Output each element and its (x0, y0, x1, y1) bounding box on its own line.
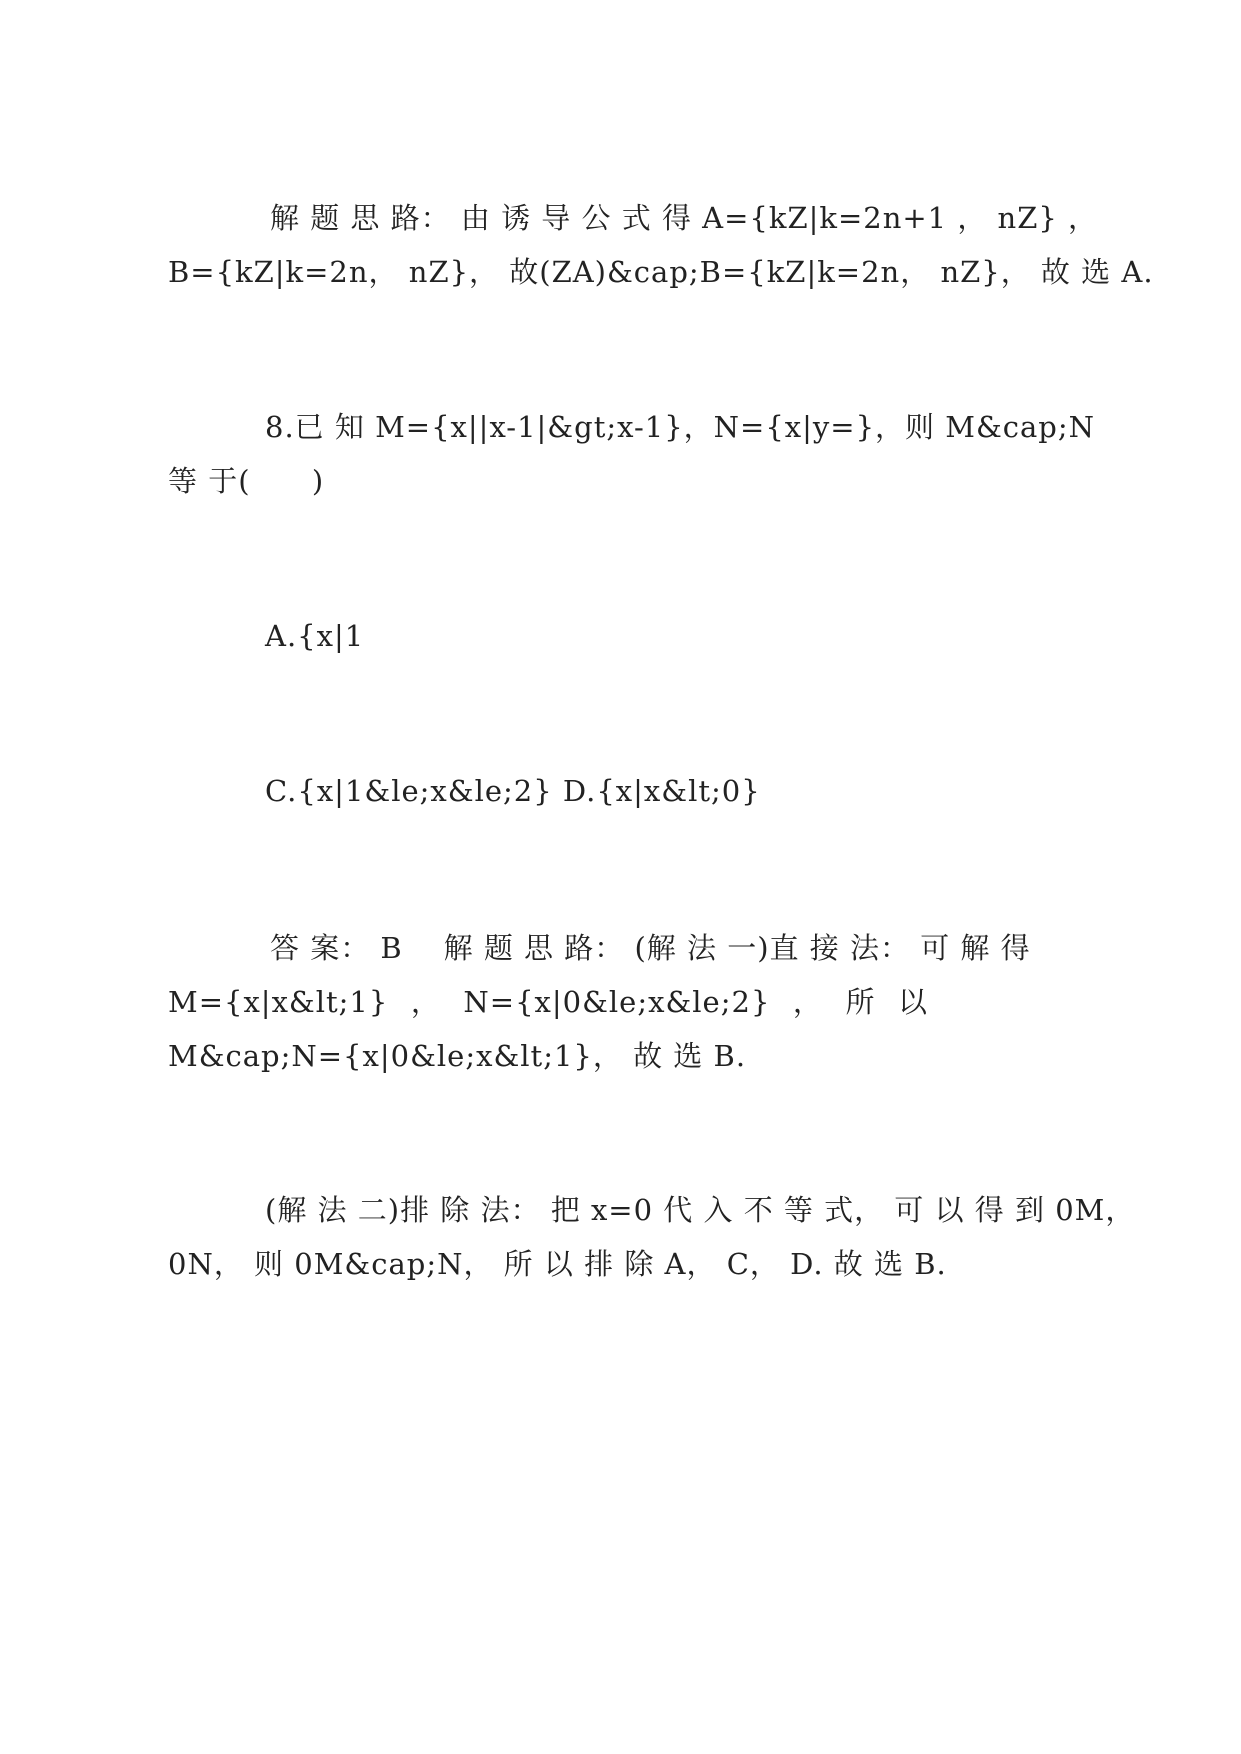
method-two-line-2: 0N， 则 0M&cap;N， 所 以 排 除 A， C， D. 故 选 B. (168, 1247, 947, 1281)
answer-word-suo: 所 (845, 985, 876, 1019)
question-8-line-1: 8.已 知 M={x||x-1|&gt;x-1}，N={x|y=}，则 M&cap;N (265, 410, 1096, 444)
answer-comma-1: ， (410, 985, 441, 1019)
method-two-line-1: (解 法 二)排 除 法： 把 x=0 代 入 不 等 式， 可 以 得 到 0M， (265, 1193, 1136, 1227)
answer-set-n: N={x|0&le;x&le;2} (463, 985, 771, 1019)
answer-word-yi: 以 (897, 985, 928, 1019)
answer-line-2 (168, 982, 928, 1022)
paragraph-1-line-2: B={kZ|k=2n， nZ}， 故(ZA)&cap;B={kZ|k=2n， nZ}， 故 选 A. (168, 255, 1154, 289)
question-8-line-2: 等 于( ) (168, 464, 325, 498)
answer-line-3: M&cap;N={x|0&le;x&lt;1}， 故 选 B. (168, 1039, 747, 1073)
answer-line-1: 答 案： B 解 题 思 路： (解 法 一)直 接 法： 可 解 得 (270, 931, 1031, 965)
paragraph-1-line-1: 解 题 思 路： 由 诱 导 公 式 得 A={kZ|k=2n+1 ， nZ} ， (270, 201, 1099, 235)
option-a: A.{x|1 (265, 619, 365, 653)
options-c-d: C.{x|1&le;x&le;2} D.{x|x&lt;0} (265, 774, 761, 808)
answer-comma-2: ， (792, 985, 823, 1019)
answer-set-m: M={x|x&lt;1} (168, 985, 389, 1019)
